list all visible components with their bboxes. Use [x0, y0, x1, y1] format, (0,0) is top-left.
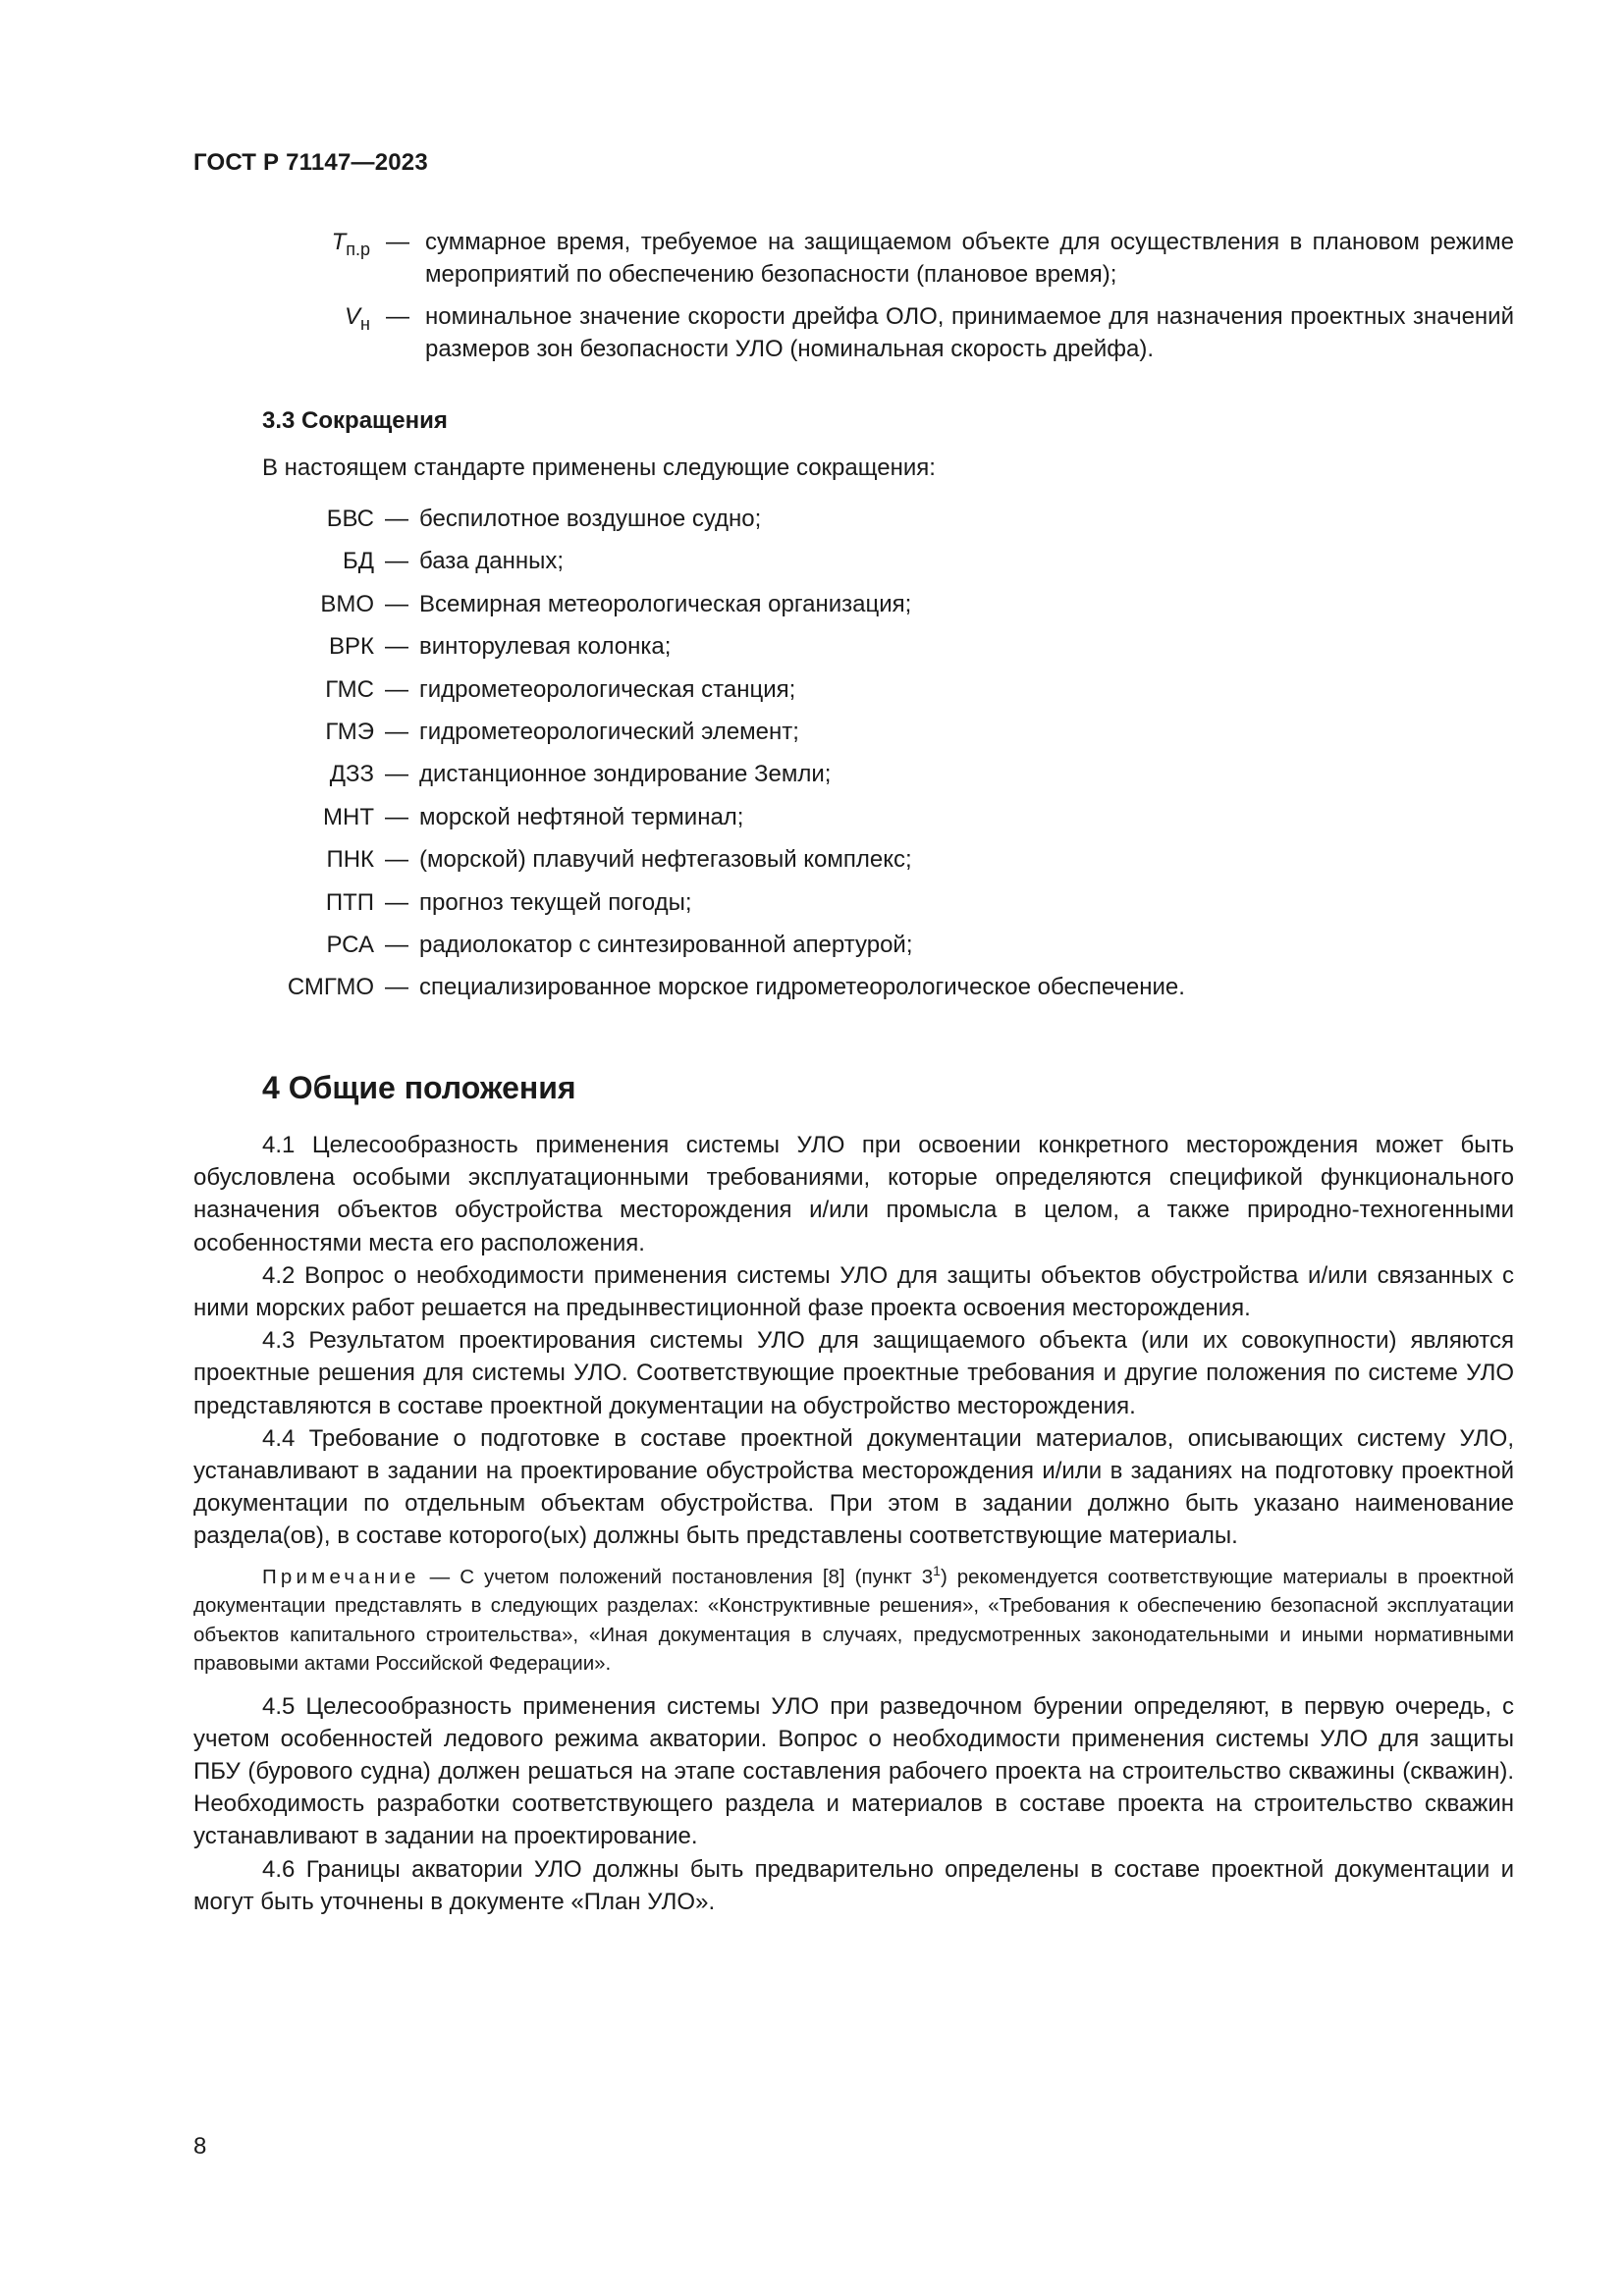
abbreviation-row	[193, 719, 1185, 761]
abbreviations-intro: В настоящем стандарте применены следующие сокращения:	[262, 454, 936, 481]
abbreviation-row	[193, 932, 1185, 974]
abbreviation-row	[193, 548, 1185, 590]
abbreviation-term: МНТ	[323, 803, 374, 830]
abbreviation-meaning: гидрометеорологический элемент;	[419, 718, 799, 745]
note-superscript: 1	[933, 1562, 941, 1578]
section-body	[193, 1129, 1514, 1918]
abbreviation-row	[193, 761, 1185, 803]
note	[193, 1563, 1514, 1679]
abbreviation-meaning: база данных;	[419, 548, 565, 575]
abbreviation-meaning: винторулевая колонка;	[419, 633, 672, 661]
definition-dash: —	[386, 229, 409, 255]
paragraph: 4.4 Требование о подготовке в составе проектной документации материалов, описывающих систему УЛО, устанавливают в задании на проектирование обустройства месторождения и/или в заданиях на подготовку проектной документации по отдельным объектам обустройства. При этом в задании должно быть указано наименование раздела(ов), в составе которого(ых) должны быть представлены соответствующие материалы.	[193, 1424, 1514, 1550]
paragraph: 4.1 Целесообразность применения системы УЛО при освоении конкретного месторождения может быть обусловлена особыми эксплуатационными требованиями, которые определяются спецификой функционального назначения объектов обустройства месторождения и/или промысла в целом, а также природно-техногенными особенностями места его расположения.	[193, 1132, 1514, 1256]
abbreviation-meaning: морской нефтяной терминал;	[419, 803, 744, 830]
definition-row	[193, 300, 1514, 365]
note-text: — С учетом положений постановления [8] (пункт 3	[419, 1565, 934, 1588]
abbreviation-dash: —	[385, 888, 408, 916]
paragraph: 4.6 Границы акватории УЛО должны быть предварительно определены в составе проектной документации и могут быть уточнены в документе «План УЛО».	[193, 1855, 1514, 1915]
abbreviation-term: ВМО	[320, 590, 374, 617]
subsection-title: 3.3 Сокращения	[262, 407, 448, 434]
abbreviation-meaning: радиолокатор с синтезированной апертурой;	[419, 931, 913, 958]
abbreviation-dash: —	[385, 675, 408, 703]
abbreviation-dash: —	[385, 931, 408, 958]
abbreviation-dash: —	[385, 718, 408, 745]
abbreviation-term: РСА	[326, 931, 374, 958]
abbreviation-term: ВРК	[329, 633, 374, 661]
abbreviation-row	[193, 846, 1185, 888]
abbreviation-term: ДЗЗ	[329, 761, 374, 788]
abbreviation-dash: —	[385, 506, 408, 532]
abbreviation-meaning: прогноз текущей погоды;	[419, 888, 692, 916]
abbreviation-term: ГМС	[325, 675, 374, 703]
abbreviation-dash: —	[385, 761, 408, 788]
abbreviation-term: БВС	[326, 506, 374, 532]
abbreviation-row	[193, 804, 1185, 846]
note-label: Примечание	[262, 1565, 420, 1588]
definition-dash: —	[386, 303, 409, 330]
abbreviation-term: ГМЭ	[325, 718, 374, 745]
definition-symbol: $V_н$	[345, 303, 370, 334]
definition-description: номинальное значение скорости дрейфа ОЛО, принимаемое для назначения проектных значений размеров зон безопасности УЛО (номинальная скорость дрейфа).	[425, 303, 1514, 362]
abbreviation-meaning: беспилотное воздушное судно;	[419, 506, 762, 532]
abbreviation-meaning: Всемирная метеорологическая организация;	[419, 590, 912, 617]
abbreviation-dash: —	[385, 846, 408, 874]
abbreviation-meaning: дистанционное зондирование Земли;	[419, 761, 832, 788]
definition-row	[193, 226, 1514, 291]
abbreviation-dash: —	[385, 803, 408, 830]
abbreviation-term: ПТП	[325, 888, 374, 916]
abbreviation-meaning: специализированное морское гидрометеорологическое обеспечение.	[419, 974, 1185, 1001]
abbreviation-term: БД	[342, 548, 374, 575]
abbreviation-row	[193, 591, 1185, 633]
abbreviation-row	[193, 506, 1185, 548]
paragraph: 4.2 Вопрос о необходимости применения системы УЛО для защиты объектов обустройства и/или связанных с ними морских работ решается на предынвестиционной фазе проекта освоения месторождения.	[193, 1261, 1514, 1322]
definition-symbol: $T_{п.р}$	[331, 229, 370, 259]
abbreviation-row	[193, 633, 1185, 675]
document-header: ГОСТ Р 71147—2023	[193, 149, 428, 176]
abbreviation-term: ПНК	[326, 846, 374, 874]
abbreviation-meaning: (морской) плавучий нефтегазовый комплекс;	[419, 846, 912, 874]
abbreviation-dash: —	[385, 974, 408, 1001]
abbreviation-dash: —	[385, 590, 408, 617]
abbreviations-list	[193, 506, 1185, 1017]
symbol-definitions	[193, 226, 1514, 365]
abbreviation-dash: —	[385, 548, 408, 575]
paragraph: 4.3 Результатом проектирования системы УЛО для защищаемого объекта (или их совокупности) являются проектные решения для системы УЛО. Соответствующие проектные требования и другие положения по системе УЛО представляются в составе проектной документации на обустройство месторождения.	[193, 1327, 1514, 1419]
abbreviation-row	[193, 974, 1185, 1016]
paragraph: 4.5 Целесообразность применения системы УЛО при разведочном бурении определяют, в первую очередь, с учетом особенностей ледового режима акватории. Вопрос о необходимости применения системы УЛО для защиты ПБУ (бурового судна) должен решаться на этапе составления рабочего проекта на строительство скважины (скважин). Необходимость разработки соответствующего раздела и материалов в составе проекта на строительство скважин устанавливают в задании на проектирование.	[193, 1692, 1514, 1850]
abbreviation-row	[193, 676, 1185, 719]
page-number: 8	[193, 2133, 207, 2160]
abbreviation-meaning: гидрометеорологическая станция;	[419, 675, 796, 703]
abbreviation-term: СМГМО	[287, 974, 374, 1001]
section-title: 4 Общие положения	[262, 1070, 576, 1105]
abbreviation-row	[193, 889, 1185, 932]
definition-description: суммарное время, требуемое на защищаемом объекте для осуществления в плановом режиме мероприятий по обеспечению безопасности (плановое время);	[425, 229, 1514, 288]
note-text: ) рекомендуется соответствующие материалы в проектной документации представлять в следующих разделах: «Конструктивные решения», «Требования к обеспечению безопасной эксплуатации объектов капитального строительства», «Иная документация в случаях, предусмотренных законодательными и иными нормативными правовыми актами Российской Федерации».	[193, 1565, 1514, 1676]
abbreviation-dash: —	[385, 633, 408, 661]
